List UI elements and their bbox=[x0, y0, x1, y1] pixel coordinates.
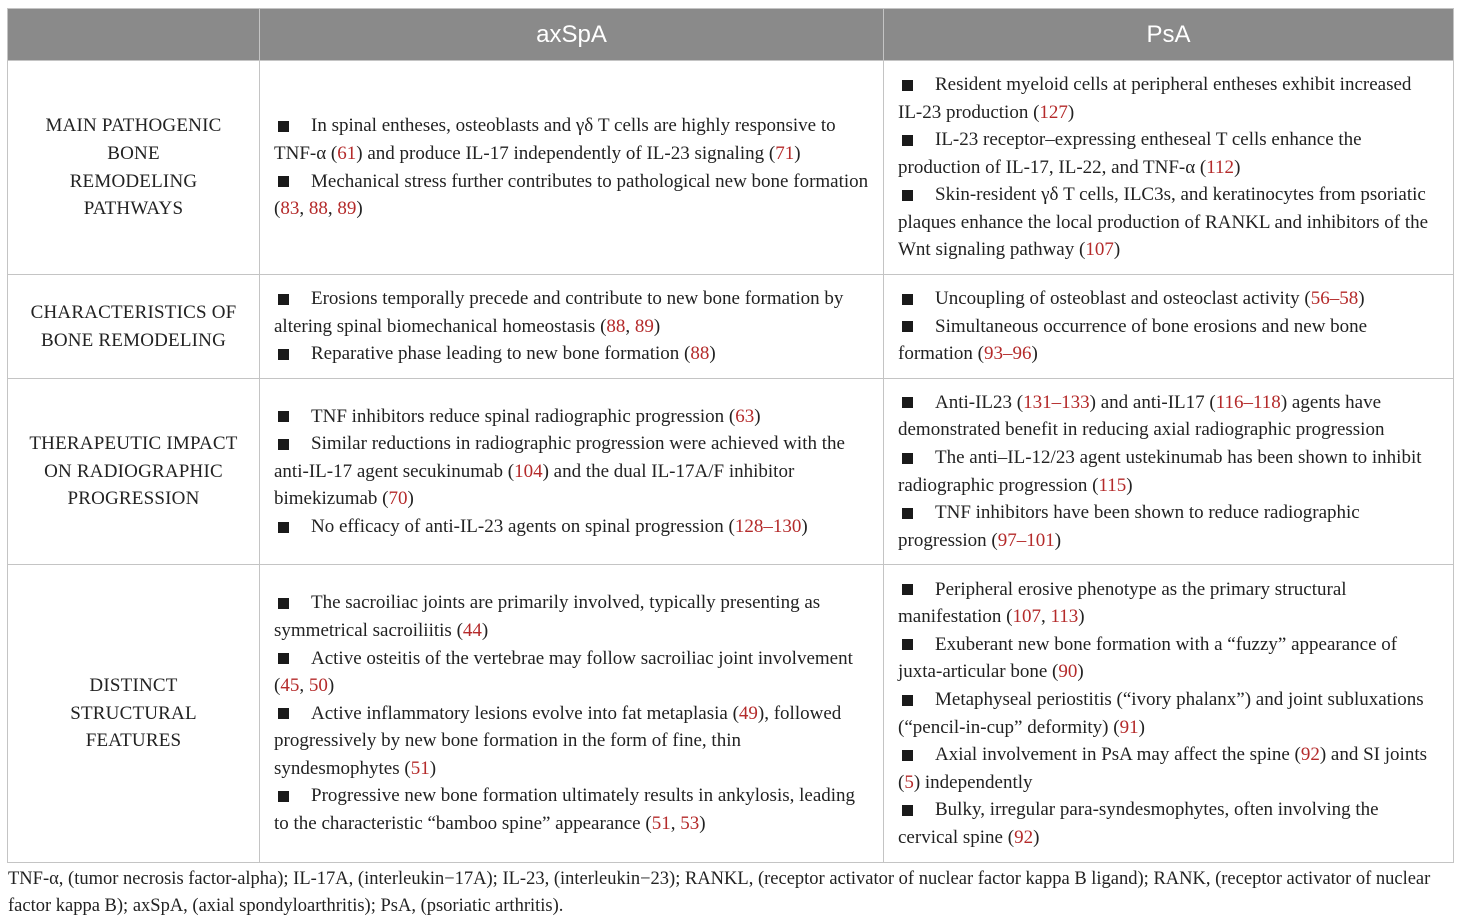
header-row bbox=[8, 9, 1454, 61]
square-bullet-icon bbox=[278, 653, 289, 664]
list-item bbox=[274, 782, 869, 837]
reference-link[interactable]: 116–118 bbox=[1215, 391, 1281, 413]
list-item bbox=[898, 126, 1439, 181]
list-item bbox=[898, 444, 1439, 499]
item-text: , bbox=[625, 315, 635, 337]
item-text: ) and produce IL-17 independently of IL-23 signaling ( bbox=[356, 142, 776, 164]
list-item bbox=[898, 631, 1439, 686]
row-header-distinct-structural-features: DISTINCT STRUCTURAL FEATURES bbox=[8, 565, 260, 863]
square-bullet-icon bbox=[902, 639, 913, 650]
reference-link[interactable]: 115 bbox=[1098, 474, 1127, 496]
item-text: Similar reductions in radiographic progression were achieved with the anti-IL-17 agent secukinumab ( bbox=[274, 433, 845, 482]
reference-link[interactable]: 89 bbox=[634, 315, 654, 337]
square-bullet-icon bbox=[902, 695, 913, 706]
item-text: ) bbox=[1078, 606, 1085, 628]
item-text: TNF inhibitors reduce spinal radiographic progression ( bbox=[311, 405, 736, 427]
item-text: ) bbox=[1031, 343, 1038, 365]
psa-cell bbox=[884, 275, 1454, 379]
list-item bbox=[274, 513, 869, 541]
item-text: ) bbox=[1054, 529, 1062, 551]
item-text: ) bbox=[407, 488, 414, 510]
item-text: Mechanical stress further contributes to pathological new bone formation ( bbox=[274, 170, 869, 220]
list-item bbox=[274, 168, 869, 223]
reference-link[interactable]: 107 bbox=[1085, 239, 1114, 261]
reference-link[interactable]: 5 bbox=[904, 771, 914, 793]
header-axspa: axSpA bbox=[260, 9, 884, 61]
square-bullet-icon bbox=[278, 294, 289, 305]
reference-link[interactable]: 90 bbox=[1058, 661, 1078, 683]
reference-link[interactable]: 88 bbox=[690, 343, 710, 365]
item-text: ) bbox=[1126, 474, 1133, 496]
square-bullet-icon bbox=[902, 805, 913, 816]
item-text: Peripheral erosive phenotype as the primary structural manifestation ( bbox=[898, 578, 1347, 628]
item-text: No efficacy of anti-IL-23 agents on spinal progression ( bbox=[311, 515, 735, 537]
reference-link[interactable]: 63 bbox=[735, 405, 755, 427]
square-bullet-icon bbox=[278, 176, 289, 187]
axspa-cell bbox=[260, 565, 884, 863]
list-item bbox=[274, 589, 869, 644]
reference-link[interactable]: 112 bbox=[1206, 156, 1235, 178]
reference-link[interactable]: 50 bbox=[308, 675, 328, 697]
square-bullet-icon bbox=[278, 439, 289, 450]
reference-link[interactable]: 92 bbox=[1300, 744, 1320, 766]
list-item bbox=[898, 313, 1439, 368]
reference-link[interactable]: 44 bbox=[462, 619, 482, 641]
item-text: ), followed progressively by new bone formation in the form of fine, thin syndesmophytes ( bbox=[274, 702, 842, 779]
list-item bbox=[898, 389, 1439, 444]
list-item bbox=[898, 741, 1439, 796]
psa-cell bbox=[884, 379, 1454, 565]
item-text: ) bbox=[754, 405, 761, 427]
item-text: ) agents have demonstrated benefit in reducing axial radiographic progression bbox=[898, 391, 1385, 441]
reference-link[interactable]: 127 bbox=[1039, 101, 1068, 123]
reference-link[interactable]: 70 bbox=[388, 488, 408, 510]
table-body bbox=[8, 61, 1454, 863]
item-text: , bbox=[327, 198, 338, 220]
item-text: ) bbox=[801, 515, 808, 537]
item-text: Bulky, irregular para-syndesmophytes, often involving the cervical spine ( bbox=[898, 799, 1379, 848]
reference-link[interactable]: 71 bbox=[775, 142, 795, 164]
list-item bbox=[274, 430, 869, 513]
table-footnote: TNF-α, (tumor necrosis factor-alpha); IL-17A, (interleukin−17A); IL-23, (interleukin−23); RANKL, (receptor activator of nuclear factor kappa B ligand); RANK, (receptor activator of nuclear factor kappa B); axSpA, (axial spondyloarthritis); PsA, (psoriatic arthritis). bbox=[8, 869, 1431, 916]
list-item bbox=[898, 71, 1439, 126]
item-text: Resident myeloid cells at peripheral entheses exhibit increased IL-23 production ( bbox=[898, 73, 1412, 123]
item-text: ) and the dual IL-17A/F inhibitor bimekizumab ( bbox=[274, 460, 795, 510]
row-header-characteristics-of-bone-remodeling: CHARACTERISTICS OF BONE REMODELING bbox=[8, 275, 260, 379]
item-text: ) bbox=[1113, 239, 1121, 261]
item-text: Metaphyseal periostitis (“ivory phalanx”) and joint subluxations (“pencil-in-cup” deformity) ( bbox=[898, 688, 1424, 738]
reference-link[interactable]: 104 bbox=[514, 460, 543, 482]
item-text: IL-23 receptor–expressing entheseal T cells enhance the production of IL-17, IL-22, and TNF-α ( bbox=[898, 129, 1362, 178]
item-text: Uncoupling of osteoblast and osteoclast activity ( bbox=[935, 288, 1311, 310]
table-header bbox=[8, 9, 1454, 61]
header-psa: PsA bbox=[884, 9, 1454, 61]
table-row bbox=[8, 379, 1454, 565]
item-text: , bbox=[299, 198, 309, 220]
reference-link[interactable]: 45 bbox=[280, 675, 300, 697]
list-item bbox=[898, 576, 1439, 631]
reference-link[interactable]: 89 bbox=[337, 198, 357, 220]
list-item bbox=[898, 285, 1439, 313]
list-item bbox=[898, 499, 1439, 554]
square-bullet-icon bbox=[902, 294, 913, 305]
list-item bbox=[274, 112, 869, 167]
axspa-cell bbox=[260, 275, 884, 379]
item-text: ) bbox=[1067, 101, 1075, 123]
square-bullet-icon bbox=[902, 508, 913, 519]
item-text: The anti–IL-12/23 agent ustekinumab has been shown to inhibit radiographic progression ( bbox=[898, 446, 1422, 496]
item-text: ) bbox=[481, 619, 489, 641]
item-text: ) bbox=[429, 757, 437, 779]
item-text: Simultaneous occurrence of bone erosions and new bone formation ( bbox=[898, 315, 1368, 365]
reference-link[interactable]: 107 bbox=[1012, 606, 1041, 628]
axspa-cell bbox=[260, 379, 884, 565]
item-text: , bbox=[670, 813, 681, 835]
reference-link[interactable]: 88 bbox=[308, 198, 328, 220]
reference-link[interactable]: 88 bbox=[606, 315, 626, 337]
item-text: In spinal entheses, osteoblasts and γδ T cells are highly responsive to TNF-α ( bbox=[274, 115, 836, 164]
item-text: Active inflammatory lesions evolve into fat metaplasia ( bbox=[311, 702, 739, 724]
item-text: ) bbox=[1033, 826, 1040, 848]
item-text: TNF inhibitors have been shown to reduce radiographic progression ( bbox=[898, 502, 1360, 551]
item-text: ) bbox=[1234, 156, 1241, 178]
square-bullet-icon bbox=[278, 411, 289, 422]
item-text: The sacroiliac joints are primarily involved, typically presenting as symmetrical sacroiliitis ( bbox=[274, 592, 821, 641]
list-item bbox=[274, 403, 869, 431]
square-bullet-icon bbox=[278, 121, 289, 132]
item-text: Reparative phase leading to new bone formation ( bbox=[311, 343, 691, 365]
item-text: Exuberant new bone formation with a “fuzzy” appearance of juxta-articular bone ( bbox=[898, 633, 1398, 683]
square-bullet-icon bbox=[902, 397, 913, 408]
comparison-table bbox=[7, 8, 1454, 863]
square-bullet-icon bbox=[902, 80, 913, 91]
item-text: ) bbox=[1138, 716, 1145, 738]
item-text: ) and anti-IL17 ( bbox=[1089, 391, 1216, 413]
item-text: ) bbox=[1077, 661, 1084, 683]
table-row bbox=[8, 61, 1454, 275]
table-row bbox=[8, 275, 1454, 379]
reference-link[interactable]: 97–101 bbox=[997, 529, 1055, 551]
reference-link[interactable]: 61 bbox=[337, 142, 357, 164]
item-text: , bbox=[1041, 606, 1051, 628]
item-text: ) bbox=[653, 315, 661, 337]
row-header-main-pathogenic-bone-remodeling-pathways: MAIN PATHOGENIC BONE REMODELING PATHWAYS bbox=[8, 61, 260, 275]
item-text: , bbox=[299, 675, 309, 697]
square-bullet-icon bbox=[902, 750, 913, 761]
reference-link[interactable]: 49 bbox=[738, 702, 758, 724]
item-text: Progressive new bone formation ultimately results in ankylosis, leading to the characteristic “bamboo spine” appearance ( bbox=[274, 785, 856, 835]
item-text: Axial involvement in PsA may affect the spine ( bbox=[935, 744, 1301, 766]
square-bullet-icon bbox=[902, 321, 913, 332]
item-text: ) bbox=[356, 198, 363, 220]
reference-link[interactable]: 92 bbox=[1014, 826, 1034, 848]
reference-link[interactable]: 113 bbox=[1050, 606, 1079, 628]
square-bullet-icon bbox=[278, 708, 289, 719]
square-bullet-icon bbox=[278, 791, 289, 802]
list-item bbox=[274, 700, 869, 783]
square-bullet-icon bbox=[278, 598, 289, 609]
reference-link[interactable]: 51 bbox=[651, 813, 671, 835]
item-text: ) and SI joints ( bbox=[898, 744, 1427, 793]
reference-link[interactable]: 128–130 bbox=[734, 515, 802, 537]
reference-link[interactable]: 53 bbox=[680, 813, 700, 835]
square-bullet-icon bbox=[278, 349, 289, 360]
item-text: ) bbox=[327, 675, 335, 697]
square-bullet-icon bbox=[278, 522, 289, 533]
item-text: Anti-IL23 ( bbox=[935, 391, 1024, 413]
item-text: ) bbox=[709, 343, 716, 365]
item-text: Active osteitis of the vertebrae may follow sacroiliac joint involvement ( bbox=[274, 647, 853, 697]
list-item bbox=[898, 796, 1439, 851]
psa-cell bbox=[884, 565, 1454, 863]
reference-link[interactable]: 83 bbox=[280, 198, 300, 220]
list-item bbox=[274, 340, 869, 368]
axspa-cell bbox=[260, 61, 884, 275]
square-bullet-icon bbox=[902, 453, 913, 464]
square-bullet-icon bbox=[902, 584, 913, 595]
item-text: ) bbox=[699, 813, 706, 835]
list-item bbox=[274, 645, 869, 700]
psa-cell bbox=[884, 61, 1454, 275]
item-text: ) bbox=[794, 142, 801, 164]
reference-link[interactable]: 51 bbox=[410, 757, 430, 779]
list-item bbox=[274, 285, 869, 340]
reference-link[interactable]: 93–96 bbox=[984, 343, 1032, 365]
reference-link[interactable]: 131–133 bbox=[1023, 391, 1090, 413]
list-item bbox=[898, 181, 1439, 264]
reference-link[interactable]: 56–58 bbox=[1310, 288, 1359, 310]
square-bullet-icon bbox=[902, 190, 913, 201]
list-item bbox=[898, 686, 1439, 741]
item-text: Erosions temporally precede and contribute to new bone formation by altering spinal biomechanical homeostasis ( bbox=[274, 288, 844, 337]
row-header-therapeutic-impact-on-radiographic-progression: THERAPEUTIC IMPACT ON RADIOGRAPHIC PROGRESSION bbox=[8, 379, 260, 565]
item-text: ) bbox=[1358, 288, 1365, 310]
reference-link[interactable]: 91 bbox=[1119, 716, 1139, 738]
table-row bbox=[8, 565, 1454, 863]
header-empty-cell bbox=[8, 9, 260, 61]
item-text: Skin-resident γδ T cells, ILC3s, and keratinocytes from psoriatic plaques enhance the local production of RANKL and inhibitors of the Wnt signaling pathway ( bbox=[898, 184, 1429, 261]
item-text: ) independently bbox=[913, 771, 1033, 793]
square-bullet-icon bbox=[902, 135, 913, 146]
